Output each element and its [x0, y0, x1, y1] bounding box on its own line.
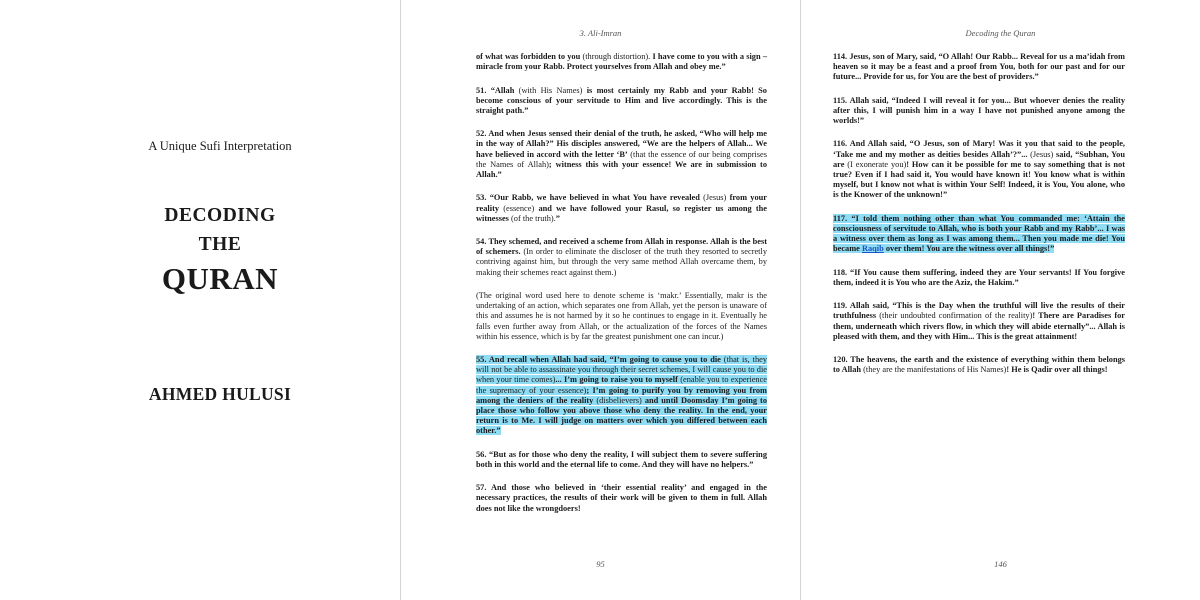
- running-header: 3. Ali-Imran: [579, 28, 622, 38]
- verse-120: 120. The heavens, the earth and the existence of everything within them belongs to Allah (they are the manifestations of His Names)! He is Qadir over all things!: [833, 355, 1125, 375]
- explanatory-note: (The original word used here to denote scheme is ‘makr.’ Essentially, makr is the undertaking of an action, which separates one from Allah, yet the person is unaware of this and assumes he is not harmed by it so he continues to engage in it. Eventually he falls even further away from Allah, or the actualization of the forces of the Names within his essence, which is by far the greatest punishment one can incur.): [476, 290, 767, 341]
- verse-50-continued: of what was forbidden to you (through distortion). I have come to you with a sign – miracle from your Rabb. Protect yourselves from Allah and obey me.”: [476, 52, 767, 72]
- verse-55-highlighted: 55. And recall when Allah had said, “I’m going to cause you to die (that is, they will not be able to assassinate you through their secret schemes, I will cause you to die when your time comes)... I’m going to raise you to myself (enable you to experience the supremacy of your essence); I’m going to purify you by removing you from among the deniers of the reality (disbelievers) and until Doomsday I’m going to place those who follow you above those who deny the reality. In the end, your return is to Me. I will judge on matters over which you differed between each other.”: [476, 355, 768, 436]
- text-column: [476, 52, 767, 527]
- cover-title-line3: QURAN: [161, 261, 279, 296]
- page-number: 95: [596, 559, 605, 569]
- verse-114: 114. Jesus, son of Mary, said, “O Allah! Our Rabb... Reveal for us a ma’idah from heaven so it may be a feast and a proof from You, both for our past and for our future... Provide for us, for You are the best of providers.”: [833, 52, 1125, 82]
- verse-57: 57. And those who believed in ‘their essential reality’ and engaged in the necessary practices, the results of their work will be given to them in full. Allah does not like the wrongdoers!: [476, 483, 767, 513]
- text-column: [833, 52, 1125, 389]
- raqib-link[interactable]: Raqib: [861, 244, 884, 254]
- page-number: 146: [994, 559, 1007, 569]
- cover-page: [0, 0, 400, 600]
- verse-53: 53. “Our Rabb, we have believed in what You have revealed (Jesus) from your reality (essence) and we have followed your Rasul, so register us among the witnesses (of the truth).”: [476, 193, 767, 223]
- cover-subtitle: A Unique Sufi Interpretation: [148, 139, 292, 153]
- running-header: Decoding the Quran: [965, 28, 1036, 38]
- cover-title-line2: THE: [198, 234, 242, 255]
- verse-115: 115. Allah said, “Indeed I will reveal it for you... But whoever denies the reality after this, I will punish him in a way I have not punished anyone among the worlds!”: [833, 95, 1125, 126]
- cover-title-line1: DECODING: [164, 205, 276, 226]
- verse-51: 51. “Allah (with His Names) is most certainly my Rabb and your Rabb! So become conscious of your servitude to Him and live accordingly. This is the straight path.”: [476, 85, 767, 115]
- verse-117-highlighted: 117. “I told them nothing other than what You commanded me: ‘Attain the consciousness of servitude to Allah, who is both your Rabb and my Rabb’... I was a witness over them as long as I was among them... Then you made me die! You became Raqib over them! You are the witness over all things!”: [833, 213, 1125, 254]
- verse-116: 116. And Allah said, “O Jesus, son of Mary! Was it you that said to the people, ‘Take me and my mother as deities besides Allah’?”... (Jesus) said, “Subhan, You are (I exonerate you)! How can it be possible for me to say something that is not true? Even if I had said it, You would have known it! You know what is within myself, but I know not what is within Your Self! Indeed, it is You, You alone, who is the Knower of the unknown!”: [833, 139, 1125, 200]
- page-146: [801, 0, 1200, 600]
- page-95: [401, 0, 800, 600]
- verse-56: 56. “But as for those who deny the reality, I will subject them to severe suffering both in this world and the eternal life to come. And they will have no helpers.”: [476, 449, 767, 469]
- verse-54: 54. They schemed, and received a scheme from Allah in response. Allah is the best of schemers. (In order to eliminate the discloser of the truth they resorted to secretly contriving against him, but through the very same method Allah overcame them, by making their schemes react against them.): [476, 237, 767, 277]
- verse-119: 119. Allah said, “This is the Day when the truthful will live the results of their truthfulness (their undoubted confirmation of the reality)! There are Paradises for them, underneath which rivers flow, in which they will abide eternally”... Allah is pleased with them, and they with Him... This is the great attainment!: [833, 301, 1125, 341]
- verse-52: 52. And when Jesus sensed their denial of the truth, he asked, “Who will help me in the way of Allah?” His disciples answered, “We are the helpers of Allah... We have believed in accord with the letter ‘B’ (that the essence of our being comprises the Names of Allah); witness this with your essence! We are in submission to Allah.”: [476, 129, 767, 180]
- verse-118: 118. “If You cause them suffering, indeed they are Your servants! If You forgive them, indeed it is You who are the Aziz, the Hakim.”: [833, 267, 1125, 287]
- cover-author: AHMED HULUSI: [148, 384, 292, 404]
